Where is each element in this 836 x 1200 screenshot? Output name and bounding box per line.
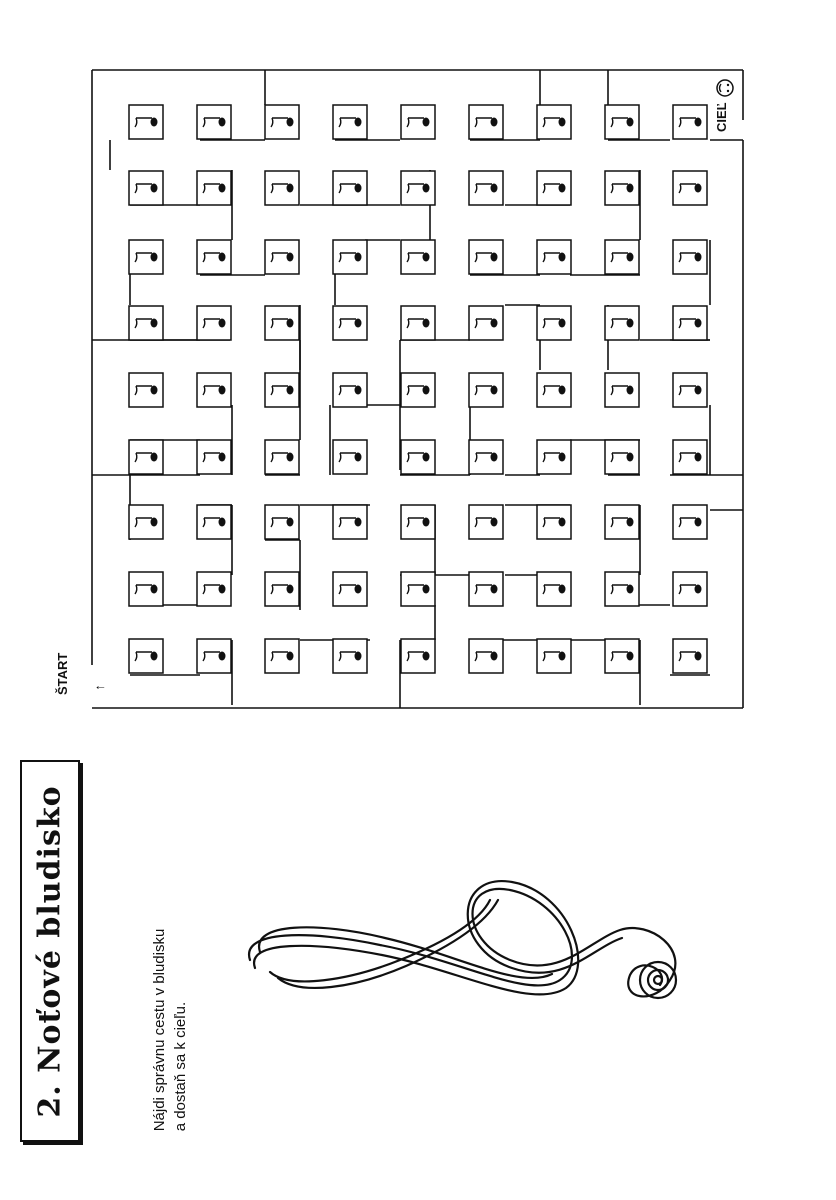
maze-cell-note-icon <box>333 171 367 205</box>
maze-cell-note-icon <box>129 105 163 139</box>
maze-cells <box>129 105 707 673</box>
maze-cell-note-icon <box>605 171 639 205</box>
maze-cell-note-icon <box>265 505 299 539</box>
maze-cell-note-icon <box>469 505 503 539</box>
maze-cell-note-icon <box>537 171 571 205</box>
maze-cell-note-icon <box>197 105 231 139</box>
maze-cell-note-icon <box>129 505 163 539</box>
maze-cell-note-icon <box>401 240 435 274</box>
maze-cell-note-icon <box>265 639 299 673</box>
maze-cell-note-icon <box>129 440 163 474</box>
maze-cell-note-icon <box>197 373 231 407</box>
maze-cell-note-icon <box>129 572 163 606</box>
maze-cell-note-icon <box>673 639 707 673</box>
maze-cell-note-icon <box>401 639 435 673</box>
maze-cell-note-icon <box>605 306 639 340</box>
maze-cell-note-icon <box>469 572 503 606</box>
maze-cell-note-icon <box>537 306 571 340</box>
maze-cell-note-icon <box>673 240 707 274</box>
maze-cell-note-icon <box>333 240 367 274</box>
maze-cell-note-icon <box>401 171 435 205</box>
maze-cell-note-icon <box>129 240 163 274</box>
maze-cell-note-icon <box>265 440 299 474</box>
maze-cell-note-icon <box>129 171 163 205</box>
maze-cell-note-icon <box>537 440 571 474</box>
instructions-line-2: a dostaň sa k cieľu. <box>172 1001 189 1132</box>
goal-label: CIEĽ <box>714 102 729 132</box>
maze-cell-note-icon <box>401 572 435 606</box>
maze-cell-note-icon <box>537 639 571 673</box>
maze-cell-note-icon <box>333 572 367 606</box>
maze-cell-note-icon <box>469 306 503 340</box>
maze-cell-note-icon <box>197 572 231 606</box>
start-arrow-icon: ↓ <box>93 684 109 691</box>
maze-cell-note-icon <box>469 440 503 474</box>
maze-cell-note-icon <box>265 373 299 407</box>
maze-cell-note-icon <box>401 440 435 474</box>
maze-cell-note-icon <box>333 505 367 539</box>
maze-cell-note-icon <box>333 440 367 474</box>
maze-cell-note-icon <box>401 373 435 407</box>
maze-cell-note-icon <box>265 572 299 606</box>
maze-cell-note-icon <box>673 105 707 139</box>
maze-cell-note-icon <box>197 639 231 673</box>
maze-cell-note-icon <box>469 171 503 205</box>
start-label: ŠTART <box>55 652 70 695</box>
maze-cell-note-icon <box>605 373 639 407</box>
maze-cell-note-icon <box>469 105 503 139</box>
maze-cell-note-icon <box>333 105 367 139</box>
maze-cell-note-icon <box>537 572 571 606</box>
maze-cell-note-icon <box>197 306 231 340</box>
maze-cell-note-icon <box>673 572 707 606</box>
maze-cell-note-icon <box>401 306 435 340</box>
maze-cell-note-icon <box>265 171 299 205</box>
maze-cell-note-icon <box>537 105 571 139</box>
maze-cell-note-icon <box>673 171 707 205</box>
maze-cell-note-icon <box>401 105 435 139</box>
maze-cell-note-icon <box>605 440 639 474</box>
maze-cell-note-icon <box>469 240 503 274</box>
maze-cell-note-icon <box>333 373 367 407</box>
maze-cell-note-icon <box>129 306 163 340</box>
maze-cell-note-icon <box>537 505 571 539</box>
maze-cell-note-icon <box>197 440 231 474</box>
maze-cell-note-icon <box>673 373 707 407</box>
maze-cell-note-icon <box>197 171 231 205</box>
maze-cell-note-icon <box>197 240 231 274</box>
maze-cell-note-icon <box>197 505 231 539</box>
page-title: 2. Noťové bludisko <box>32 784 68 1118</box>
maze-cell-note-icon <box>605 105 639 139</box>
maze-cell-note-icon <box>605 240 639 274</box>
maze-cell-note-icon <box>537 373 571 407</box>
maze-cell-note-icon <box>265 240 299 274</box>
maze-cell-note-icon <box>333 306 367 340</box>
maze-cell-note-icon <box>469 373 503 407</box>
maze-cell-note-icon <box>537 240 571 274</box>
maze-cell-note-icon <box>129 639 163 673</box>
maze-cell-note-icon <box>673 440 707 474</box>
maze-cell-note-icon <box>401 505 435 539</box>
maze-cell-note-icon <box>469 639 503 673</box>
maze-cell-note-icon <box>265 105 299 139</box>
maze-cell-note-icon <box>605 505 639 539</box>
maze-cell-note-icon <box>129 373 163 407</box>
maze-cell-note-icon <box>605 639 639 673</box>
maze-cell-note-icon <box>673 505 707 539</box>
instructions-line-1: Nájdi správnu cestu v bludisku <box>151 928 168 1132</box>
maze-cell-note-icon <box>605 572 639 606</box>
maze-cell-note-icon <box>673 306 707 340</box>
maze-cell-note-icon <box>333 639 367 673</box>
maze-cell-note-icon <box>265 306 299 340</box>
